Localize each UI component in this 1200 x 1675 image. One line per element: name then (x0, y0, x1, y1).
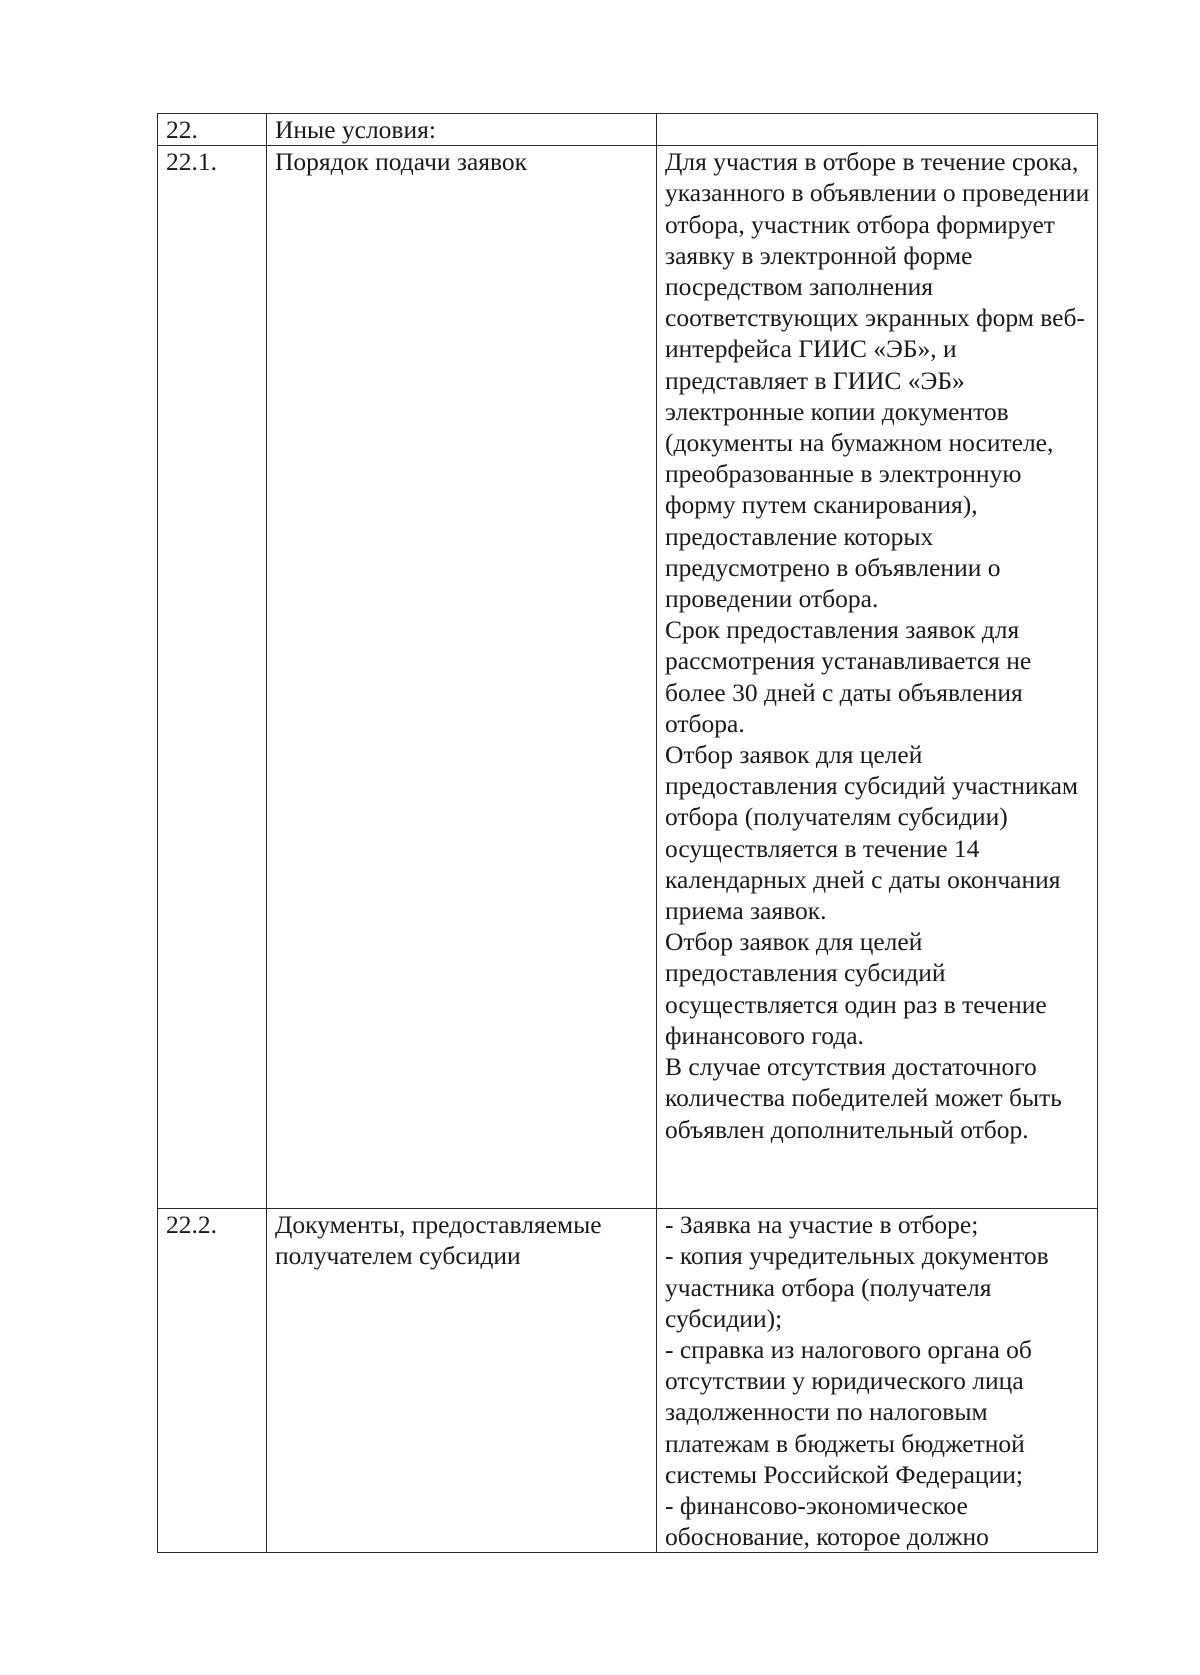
row-number: 22.2. (158, 1209, 267, 1553)
row-text: Для участия в отборе в течение срока, указанного в объявлении о проведении отбора, участник отбора формирует заявку в электронной форме посредством заполнения соответствующих экранных форм веб-интерфейса ГИИС «ЭБ», и представляет в ГИИС «ЭБ» электронные копии документов (документы на бумажном носителе, преобразованные в электронную форму путем сканирования), предоставление которых предусмотрено в объявлении о проведении отбора. Срок предоставления заявок для рассмотрения устанавливается не более 30 дней с даты объявления отбора. Отбор заявок для целей предоставления субсидий участникам отбора (получателям субсидии) осуществляется в течение 14 календарных дней с даты окончания приема заявок. Отбор заявок для целей предоставления субсидий осуществляется один раз в течение финансового года. В случае отсутствия достаточного количества победителей может быть объявлен дополнительный отбор. (657, 146, 1098, 1209)
row-text (657, 114, 1098, 146)
table-row (158, 1209, 1098, 1553)
row-label: Иные условия: (267, 114, 657, 146)
row-number: 22.1. (158, 146, 267, 1209)
table-row (158, 146, 1098, 1209)
row-label: Порядок подачи заявок (267, 146, 657, 1209)
conditions-table (157, 113, 1098, 1553)
table-row (158, 114, 1098, 146)
row-label: Документы, предоставляемые получателем субсидии (267, 1209, 657, 1553)
row-text: - Заявка на участие в отборе; - копия учредительных документов участника отбора (получателя субсидии); - справка из налогового органа об отсутствии у юридического лица задолженности по налоговым платежам в бюджеты бюджетной системы Российской Федерации; - финансово-экономическое обоснование, которое должно (657, 1209, 1098, 1553)
row-number: 22. (158, 114, 267, 146)
